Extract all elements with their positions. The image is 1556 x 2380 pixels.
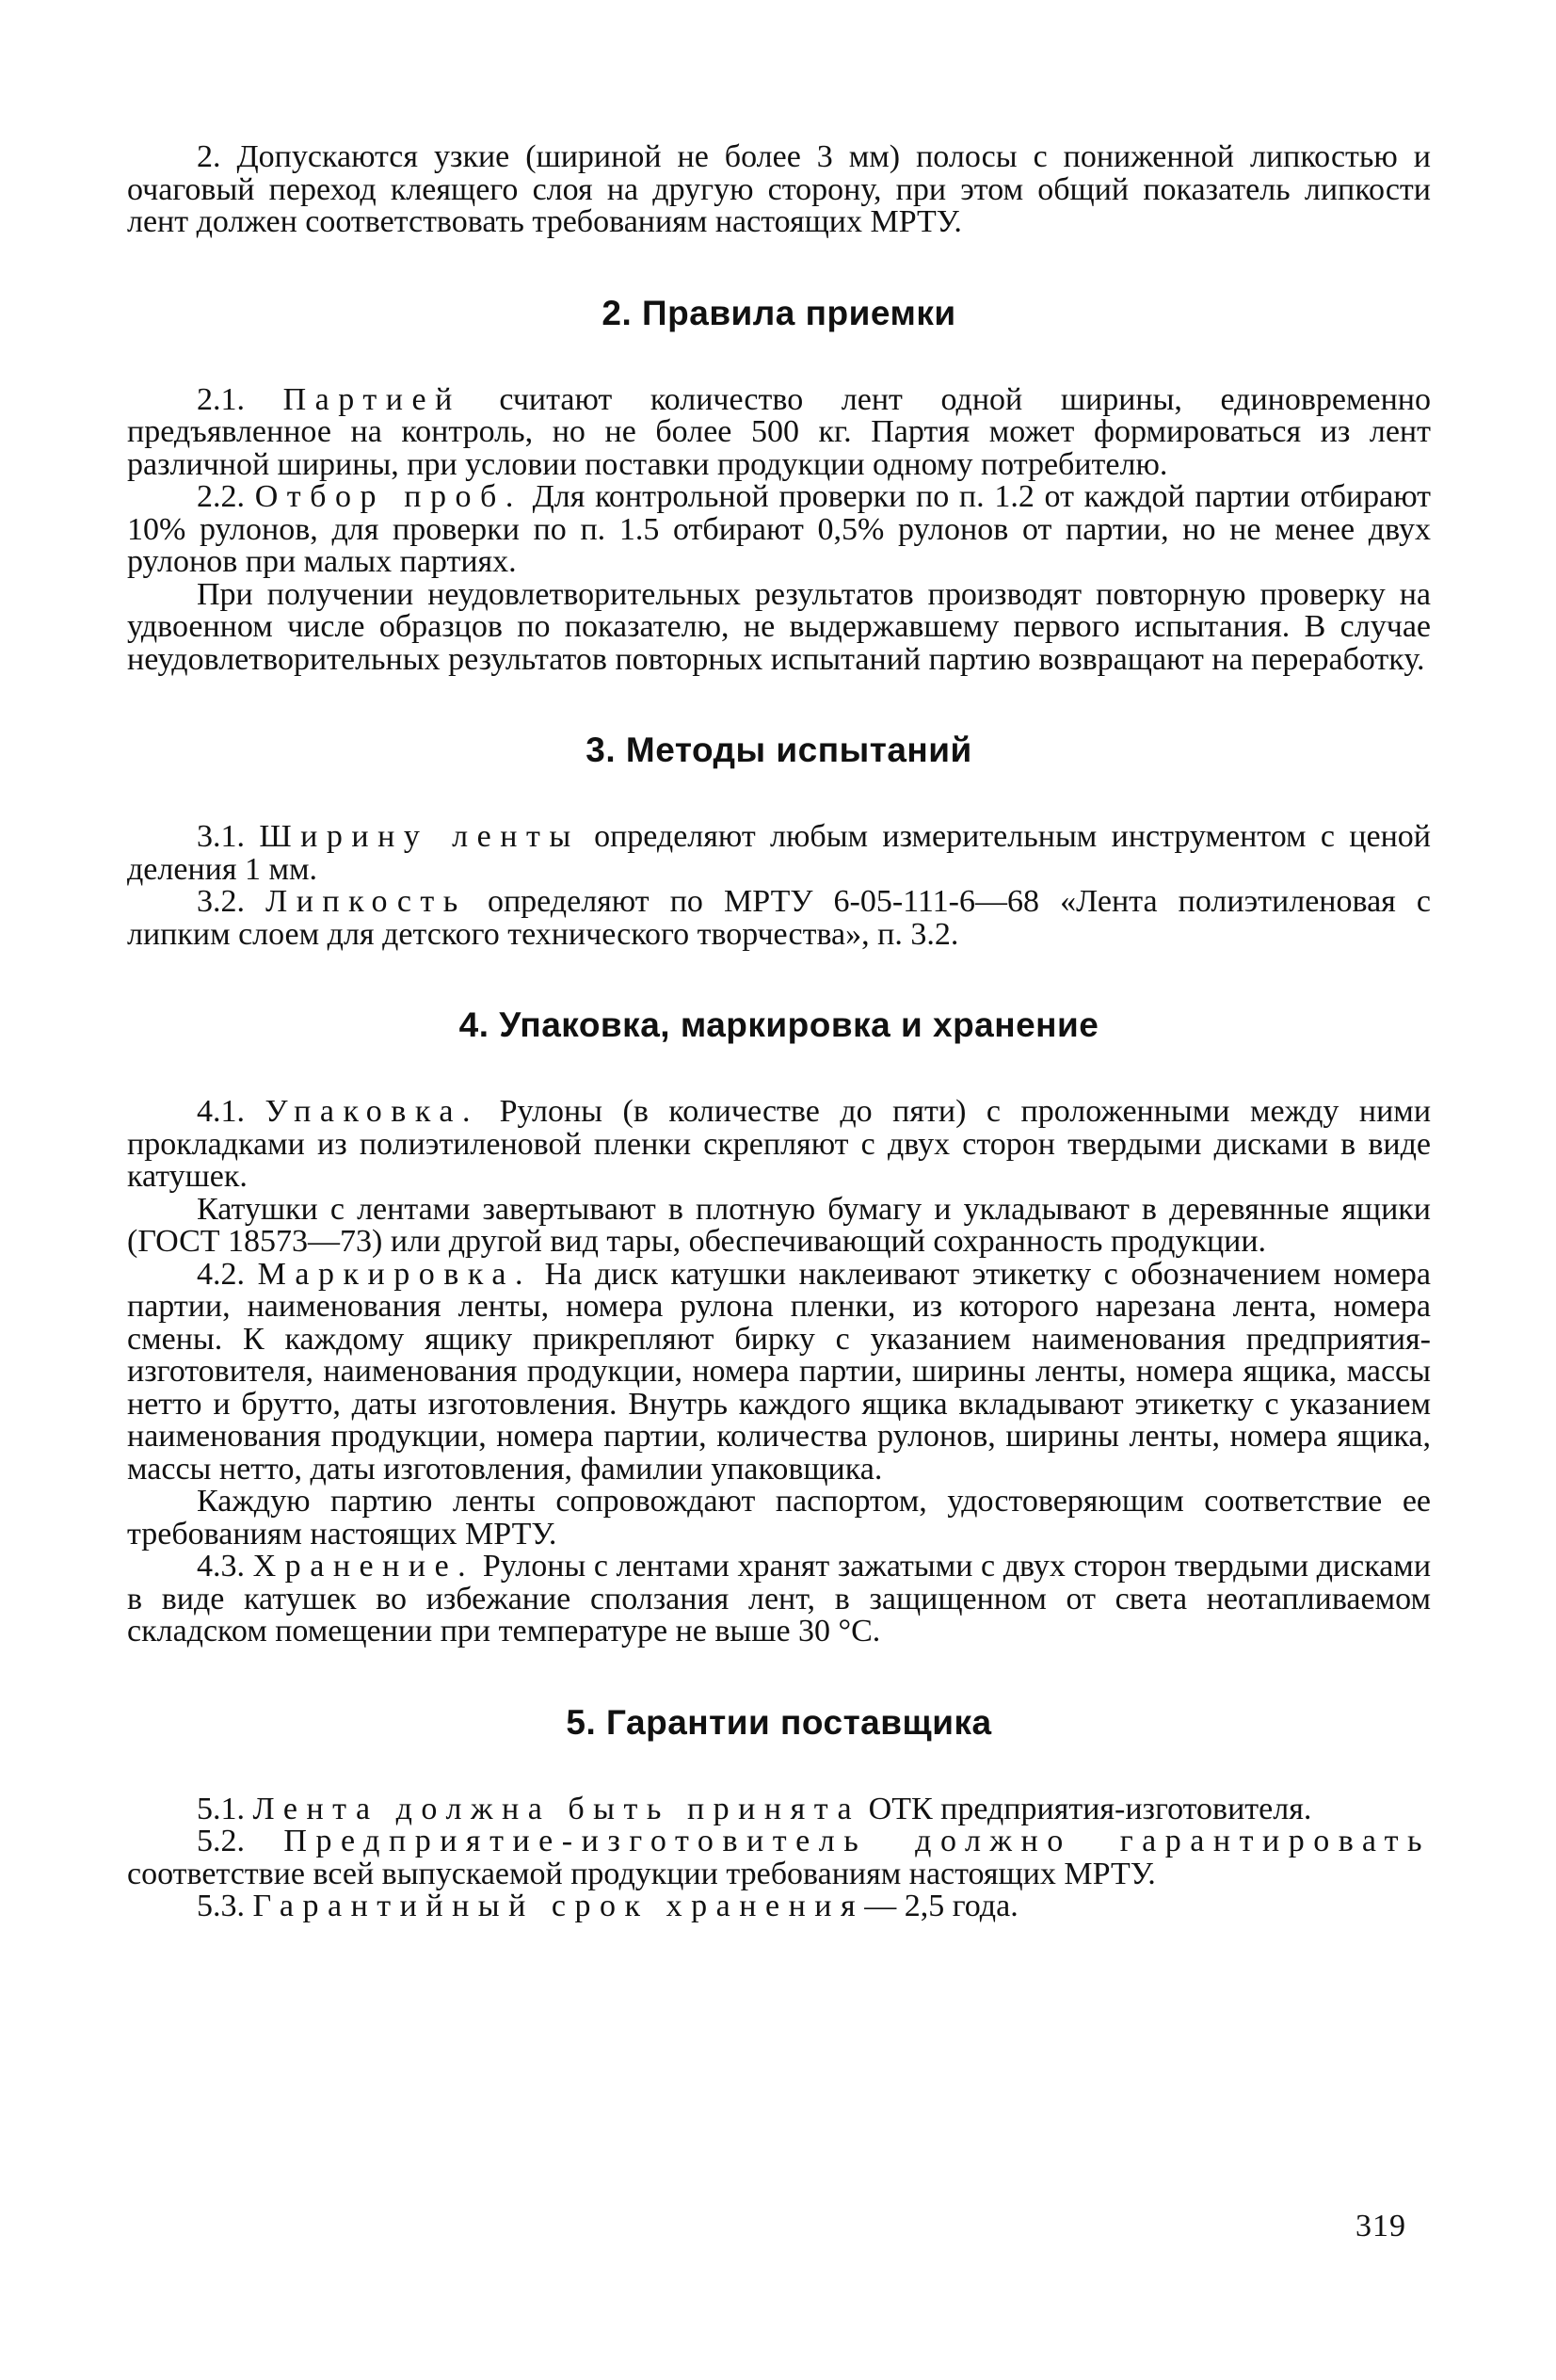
clause-3-1: 3.1. Ширину ленты определяют любым измерительным инструментом с ценой деления 1 мм.: [127, 819, 1431, 887]
term-srok: Гарантийный срок хранения: [252, 1889, 865, 1923]
term-otbor-prob: Отбор проб.: [254, 479, 522, 514]
term-hranenie: Хранение.: [252, 1549, 475, 1584]
intro-paragraph: 2. Допускаются узкие (шириной не более 3 мм) полосы с пониженной липкостью и очаговый переход клеящего слоя на другую сторону, при этом общий показатель липкости лент должен соответствовать требованиям настоящих МРТУ.: [127, 139, 1431, 239]
page-number: 319: [1355, 2209, 1406, 2243]
section-4-title: 4. Упаковка, маркировка и хранение: [458, 1005, 1099, 1044]
clause-3-2: 3.2. Липкость определяют по МРТУ 6-05-111-6—68 «Лента полиэтиленовая с липким слоем для детского технического творчества», п. 3.2.: [127, 884, 1432, 952]
term-partiya: Партией: [282, 381, 461, 417]
clause-2-1: 2.1. Партией считают количество лент одной ширины, единовременно предъявленное на контроль, но не более 500 кг. Партия может формироваться из лент различной ширины, при условии поставки продукции одному потребителю.: [127, 381, 1432, 482]
term-lenta-prinyata: Лента должна быть принята: [252, 1791, 861, 1826]
term-predpriyatie: Предприятие-изготовитель должно гарантировать: [283, 1824, 1432, 1858]
term-shirina: Ширину ленты: [259, 819, 580, 854]
page-body: [127, 141, 1431, 1923]
section-3-title: 3. Методы испытаний: [586, 731, 972, 769]
clause-2-2-continued: При получении неудовлетворительных результатов производят повторную проверку на удвоенном числе образцов по показателю, не выдержавшему первого испытания. В случае неудовлетворительных результатов повторных испытаний партию возвращают на переработку.: [127, 576, 1431, 677]
clause-5-1: 5.1. Лента должна быть принята ОТК предприятия-изготовителя.: [197, 1791, 1312, 1826]
section-2-title: 2. Правила приемки: [602, 293, 956, 332]
clause-5-3: 5.3. Гарантийный срок хранения— 2,5 года.: [197, 1889, 1019, 1923]
term-lipkost: Липкость: [265, 884, 467, 919]
section-5-title: 5. Гарантии поставщика: [566, 1702, 992, 1742]
clause-4-3: 4.3. Хранение. Рулоны с лентами хранят зажатыми с двух сторон твердыми дисками в виде катушек во избежание сползания лент, в защищенном от света неотапливаемом складском помещении при температуре не выше 30 °С.: [127, 1549, 1432, 1648]
clause-4-1-continued: Катушки с лентами завертывают в плотную бумагу и укладывают в деревянные ящики (ГОСТ 18573—73) или другой вид тары, обеспечивающий сохранность продукции.: [127, 1191, 1431, 1259]
term-markirovka: Маркировка.: [257, 1256, 532, 1292]
clause-4-2-continued: Каждую партию ленты сопровождают паспортом, удостоверяющим соответствие ее требованиям настоящих МРТУ.: [127, 1484, 1431, 1552]
clause-4-1: 4.1. Упаковка. Рулоны (в количестве до пяти) с проложенными между ними прокладками из полиэтиленовой пленки скрепляют с двух сторон твердыми дисками в виде катушек.: [127, 1094, 1432, 1194]
clause-5-2: 5.2. Предприятие-изготовитель должно гарантировать соответствие всей выпускаемой продукции требованиям настоящих МРТУ.: [127, 1824, 1432, 1891]
term-upakovka: Упаковка.: [265, 1094, 480, 1129]
clause-4-2: 4.2. Маркировка. На диск катушки наклеивают этикетку с обозначением номера партии, наименования ленты, номера рулона пленки, из которого нарезана лента, номера смены. К каждому ящику прикрепляют бирку с указанием наименования предприятия-изготовителя, наименования продукции, номера партии, ширины ленты, номера ящика, массы нетто и брутто, даты изготовления. Внутрь каждого ящика вкладывают этикетку с указанием наименования продукции, номера партии, количества рулонов, ширины ленты, номера ящика, массы нетто, даты изготовления, фамилии упаковщика.: [127, 1256, 1432, 1487]
clause-2-2: 2.2. Отбор проб. Для контрольной проверки по п. 1.2 от каждой партии отбирают 10% рулонов, для проверки по п. 1.5 отбирают 0,5% рулонов от партии, но не менее двух рулонов при малых партиях.: [127, 479, 1432, 579]
